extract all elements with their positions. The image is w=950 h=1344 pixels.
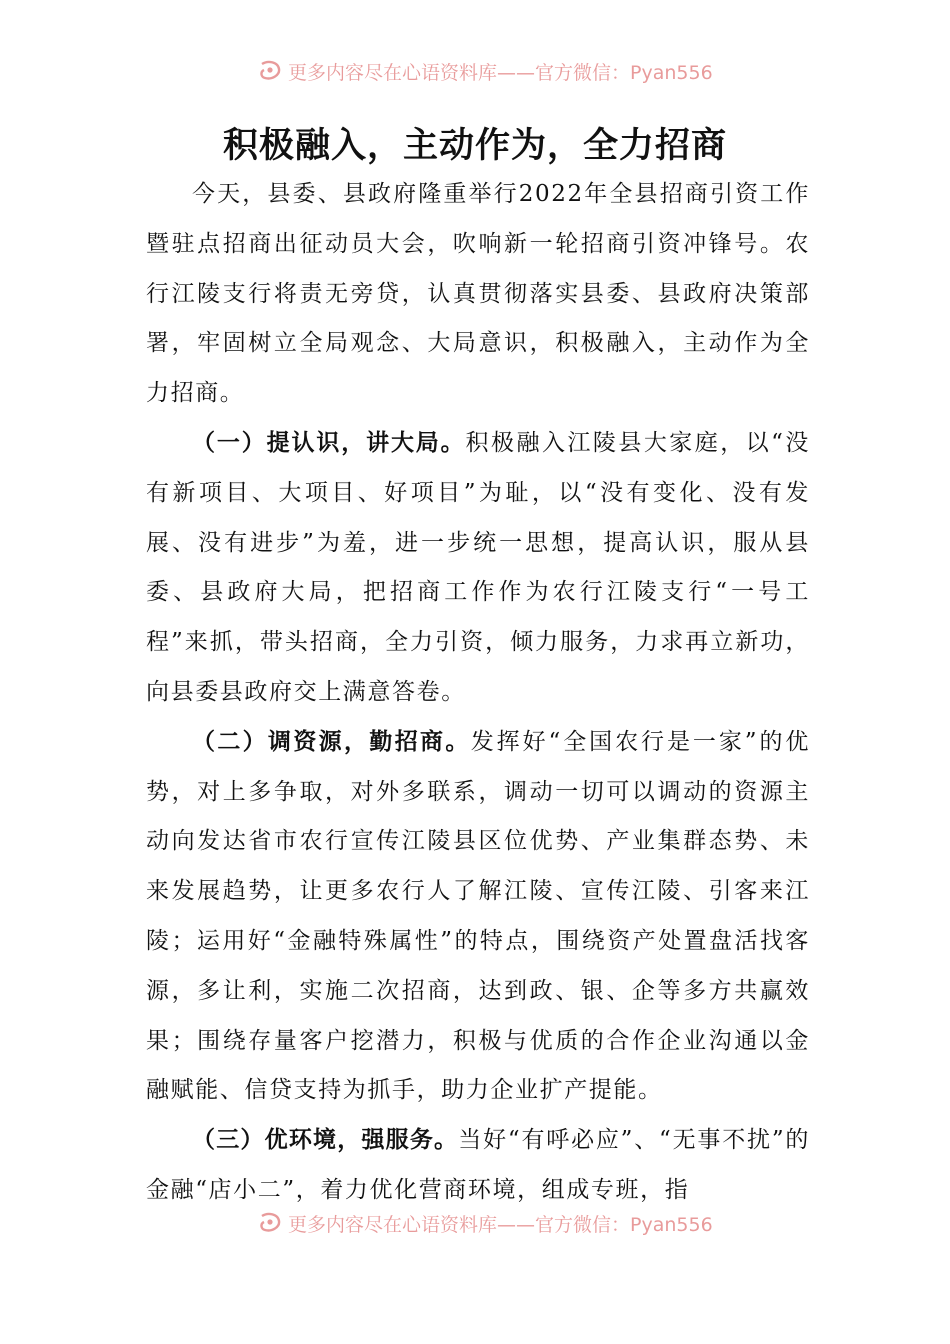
paragraph-text: 积极融入江陵县大家庭，以“没有新项目、大项目、好项目”为耻，以“没有变化、没有发展、没有进步”为羞，进一步统一思想，提高认识，服从县委、县政府大局，把招商工作作为农行江陵支行“一号工程”来抓，带头招商，全力引资，倾力服务，力求再立新功，向县委县政府交上满意答卷。	[146, 429, 810, 705]
paragraph-section-2	[146, 718, 810, 1116]
section-heading: （一）提认识，讲大局。	[192, 429, 466, 456]
section-heading: （二）调资源，勤招商。	[192, 728, 471, 755]
paragraph-text: 发挥好“全国农行是一家”的优势，对上多争取，对外多联系，调动一切可以调动的资源主动向发达省市农行宣传江陵县区位优势、产业集群态势、未来发展趋势，让更多农行人了解江陵、宣传江陵、引客来江陵；运用好“金融特殊属性”的特点，围绕资产处置盘活找客源，多让利，实施二次招商，达到政、银、企等多方共赢效果；围绕存量客户挖潜力，积极与优质的合作企业沟通以金融赋能、信贷支持为抓手，助力企业扩产提能。	[146, 728, 810, 1104]
document-title: 积极融入，主动作为，全力招商	[222, 126, 727, 166]
watermark-text: 更多内容尽在心语资料库——官方微信：Pyan556	[288, 1213, 713, 1236]
watermark-text: 更多内容尽在心语资料库——官方微信：Pyan556	[288, 61, 713, 84]
logo-icon	[258, 1212, 282, 1234]
paragraph-text: 当好“有呼必应”、“无事不扰”的金融“店小二”，着力优化营商环境，组成专班，指	[146, 1127, 810, 1203]
paragraph-section-1	[146, 419, 810, 718]
section-heading: （三）优环境，强服务。	[192, 1127, 459, 1154]
paragraph-intro	[146, 170, 810, 419]
watermark-top	[258, 58, 713, 84]
document-body	[146, 170, 810, 1230]
logo-icon	[258, 60, 282, 82]
watermark-bottom	[258, 1210, 713, 1236]
paragraph-section-3	[146, 1116, 810, 1216]
paragraph-text: 今天，县委、县政府隆重举行2022年全县招商引资工作暨驻点招商出征动员大会，吹响新一轮招商引资冲锋号。农行江陵支行将责无旁贷，认真贯彻落实县委、县政府决策部署，牢固树立全局观念、大局意识，积极融入，主动作为全力招商。	[146, 181, 810, 407]
